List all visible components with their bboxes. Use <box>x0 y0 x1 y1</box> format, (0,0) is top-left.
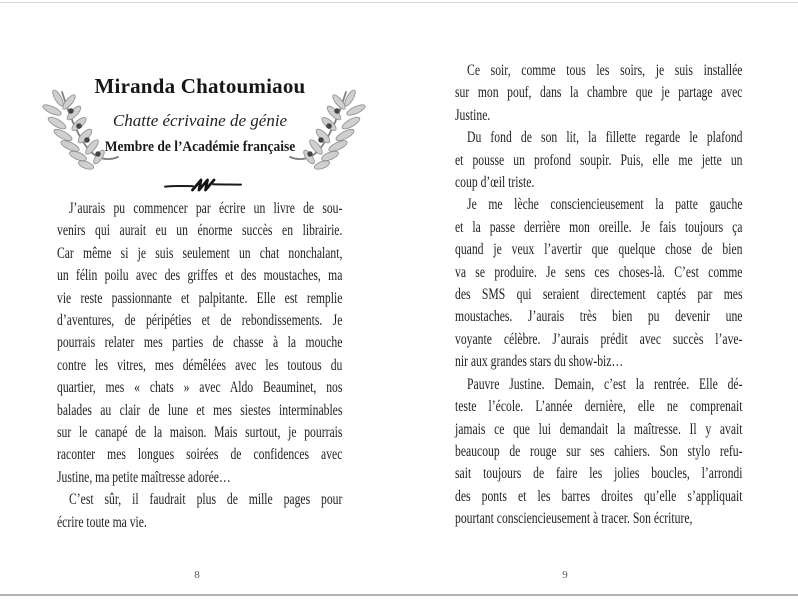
right-page-number: 9 <box>562 569 568 581</box>
text-line: des ponts et les barres droites qu’elle s’appliquait <box>455 487 743 505</box>
text-line: quand je veux l’avertir que quelque chose de bien <box>455 241 743 259</box>
text-line: Justine. <box>455 106 491 124</box>
text-line: J’aurais pu commencer par écrire un livre de sou- <box>69 200 343 217</box>
text-line: Car même si je suis seulement un chat nonchalant, <box>57 244 343 262</box>
text-line: nir aux grandes stars du show-biz… <box>455 353 624 371</box>
text-line: raconter mes longues soirées de confidences avec <box>57 446 343 464</box>
right-page-body <box>455 60 742 531</box>
text-line: écrire toute ma vie. <box>57 513 147 531</box>
text-line: quartier, mes « chats » avec Aldo Beauminet, nos <box>57 379 343 397</box>
text-line: Pauvre Justine. Demain, c’est la rentrée. Elle dé- <box>467 375 743 393</box>
text-line: sur le canapé de la maison. Mais surtout, je pourrais <box>57 424 343 442</box>
olive-branch-icon <box>288 86 372 178</box>
text-line: C’est sûr, il faudrait plus de mille pages pour <box>69 491 343 509</box>
left-page-number: 8 <box>194 569 200 581</box>
text-line: pourtant consciencieusement à tracer. Son écriture, <box>455 510 693 528</box>
paragraph <box>455 194 742 373</box>
rope-twist-divider-icon <box>163 176 243 194</box>
author-affiliation: Membre de l’Académie française <box>104 139 296 155</box>
text-line: contre les vitres, mes démêlées avec les toutous du <box>57 356 343 374</box>
left-page-body <box>57 198 342 534</box>
text-line: Ce soir, comme tous les soirs, je suis installée <box>467 62 743 79</box>
olive-branch-icon <box>36 86 120 178</box>
author-subtitle: Chatte écrivaine de génie <box>112 111 288 130</box>
text-line: Je me lèche consciencieusement la patte gauche <box>467 196 743 214</box>
text-line: et pousse un profond soupir. Puis, elle me jette un <box>455 151 743 169</box>
text-line: va se produire. Je sens ces choses-là. C’est comme <box>455 263 743 281</box>
text-line: sur mon pouf, dans la chambre que je partage avec <box>455 84 743 102</box>
paragraph <box>455 374 742 531</box>
text-line: des SMS qui seraient directement captés par mes <box>455 286 743 304</box>
text-line: moustaches. J’aurais très bien pu devenir une <box>455 308 743 326</box>
text-line: et la passe derrière mon oreille. Je fais toujours ça <box>455 218 743 236</box>
bottom-hairline <box>0 594 798 596</box>
text-line: pourrais relater mes parties de chasse à la mouche <box>57 334 343 352</box>
text-line: beaucoup de rouge sur ses cahiers. Son stylo refu- <box>455 442 743 460</box>
text-line: vie reste passionnante et palpitante. Elle est remplie <box>57 289 343 307</box>
text-line: sait toujours de faire les jolies boucles, l’arrondi <box>455 465 743 483</box>
text-line: d’aventures, de péripéties et de rebondissements. Je <box>57 312 343 330</box>
text-line: voyante célèbre. J’aurais prédit avec succès l’ave- <box>455 330 743 348</box>
text-line: Justine, ma petite maîtresse adorée… <box>57 468 231 486</box>
paragraph <box>455 60 742 127</box>
top-hairline <box>0 2 798 3</box>
text-line: balades au clair de lune et mes siestes interminables <box>57 401 343 419</box>
paragraph <box>57 489 342 534</box>
text-line: teste l’école. L’année dernière, elle ne comprenait <box>455 398 743 416</box>
paragraph <box>455 127 742 194</box>
text-line: un félin poilu avec des griffes et des moustaches, ma <box>57 267 343 285</box>
text-line: Du fond de son lit, la fillette regarde le plafond <box>467 129 743 147</box>
text-line: jamais ce que lui demandait la maîtresse. Il y avait <box>455 420 743 438</box>
text-line: coup d’œil triste. <box>455 174 535 192</box>
author-title: Miranda Chatoumiaou <box>94 74 306 98</box>
paragraph <box>57 198 342 489</box>
text-line: venirs qui aurait eu un énorme succès en librairie. <box>57 222 343 240</box>
